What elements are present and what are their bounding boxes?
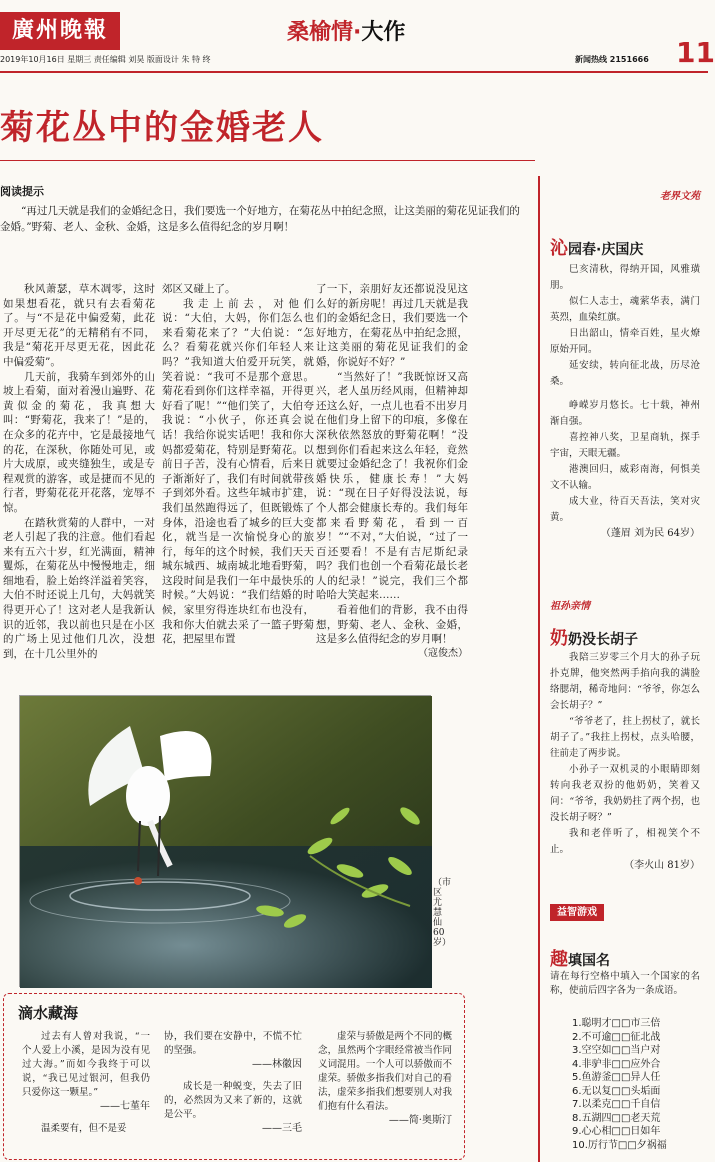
poem-line: 延安续，转向征北战，历尽沧桑。	[550, 360, 700, 387]
paragraph: 我走上前去，对他们说：“大伯，大妈，你们怎么也来看菊花来了？”大伯说：“怎么？看菊花就兴你们年轻人来吗？”我知道大伯爱开玩笑，就笑着说：“我可不是那个意思。菊花看到你们这样幸福，开得更好看了呢！”“他们笑了，大伯夸我说：“小伙子，你还真会说话！我给你说实话吧！我和你大妈都爱菊花，特别是野菊花。以前日子苦，没有心情看，后来日子渐渐好了，我们有时间就带孩子到郊外看。这些年城市扩建，我们虽然跑得远了，但既锻炼了身体，沿途也看了城乡的巨大变化，就当是一次愉悦身心的旅行，每年的这个时候，我们天天城东城西、城南城北地看野菊，这段时间是我们一年中最快乐的时候。”大妈说：“我们结婚的时候，家里穷得连块红布也没有，我和你大伯就去采了一篮子野菊花，把屋里布置	[162, 297, 314, 646]
info-bar	[0, 54, 708, 68]
quote-text: 协，我们要在安静中，不慌不忙的坚强。	[164, 1031, 302, 1056]
article-column-2	[162, 282, 314, 647]
section-title	[287, 15, 405, 46]
quote-text: 成长是一种蜕变，失去了旧的，必然因为又来了新的，这就是公平。	[164, 1081, 302, 1120]
poem-line: 港澳回归，威彩南海，何惧美文不认输。	[550, 464, 700, 491]
quote-text: 温柔要有，但不是妥	[41, 1123, 127, 1134]
poem-title	[550, 234, 700, 260]
poem-title-initial: 沁	[550, 238, 568, 259]
date-text: 2019年10月16日 星期三	[0, 55, 92, 64]
quiz-item: 3.空空如□□当户对	[572, 1045, 661, 1056]
poem-line: 日出韶山，情牵百姓，星火燎原始开同。	[550, 328, 700, 355]
quiz-item: 4.非驴非□□应外合	[572, 1058, 661, 1070]
photo-caption: （市区 尤慧仙 60岁）	[433, 878, 452, 948]
story-author: （李火山 81岁）	[624, 860, 700, 871]
paragraph: 几天前，我骑车到郊外的山坡上看菊，面对着漫山遍野、花黄似金的菊花，我真想大叫：“野菊花，我来了！”是的，在众多的花卉中，它是最接地气的花，在深秋，你随处可见，或片大成原，或夹缝独生，或是专程观赏的游客，或是捷而不见的行者，野菊花花开花落，宠辱不惊。	[3, 370, 155, 514]
quiz-title-initial: 趣	[550, 949, 568, 970]
story-title-initial: 奶	[550, 628, 568, 649]
story-line: 我陪三岁零三个月大的孙子玩扑克牌，他突然两手掐向我的满脸络腮胡，稀奇地问：“爷爷，你怎么会长胡子？”	[550, 652, 700, 711]
quiz-item: 9.心心相□□日如年	[572, 1126, 661, 1137]
quote-author: ——林徽因	[252, 1059, 302, 1070]
quote-author: ——简·奥斯汀	[388, 1115, 452, 1126]
poem-author: （蓬眉 刘为民 64岁）	[600, 528, 700, 539]
quiz-title	[550, 945, 700, 971]
header-rule	[0, 71, 708, 73]
quiz-item: 8.五湖四□□老天荒	[572, 1112, 661, 1124]
quote-author: ——七堇年	[100, 1101, 150, 1112]
article-author: （寇俊杰）	[418, 647, 468, 659]
egret-illustration	[20, 696, 432, 988]
section-name: 大作	[361, 20, 406, 45]
quiz-item: 10.厉行节□□夕祸福	[572, 1139, 667, 1151]
poem-line: 峥嵘岁月悠长。七十载，神州渐自强。	[550, 400, 700, 427]
poem-badge: 老界文苑	[660, 191, 700, 202]
quiz-item: 5.鱼游釜□□异人任	[572, 1072, 661, 1083]
lead-text: “再过几天就是我们的金婚纪念日，我们要选一个好地方，在菊花丛中拍纪念照，让这美丽的菊花见证我们的金婚。”野菊、老人、金秋、金婚，这是多么值得纪念的岁月啊！	[0, 205, 520, 233]
newspaper-logo: 廣州晚報	[0, 12, 120, 50]
paragraph: 了一下，亲朋好友还都说没见这么好的新房呢！再过几天就是我们的金婚纪念日，我们要选一个好地方，在菊花丛中拍纪念照，让这美丽的菊花见证我们的金婚，你说好不好？”	[316, 283, 468, 368]
article-column-3	[316, 282, 468, 661]
quiz-intro: 请在每行空格中填入一个国家的名称，使前后四字各为一条成语。	[550, 971, 700, 996]
poem-title-rest: 园春·庆国庆	[568, 242, 644, 258]
egret-photo	[19, 695, 431, 987]
quote-text: 虚荣与骄傲是两个不同的概念，虽然两个字眼经常被当作同义词混用。一个人可以骄傲而不虚荣。骄傲多指我们对自己的看法，虚荣多指我们想要别人对我们抱有什么看法。	[318, 1031, 452, 1112]
quiz-item: 2.不可逾□□征北战	[572, 1031, 661, 1043]
paragraph: 郊区又碰上了。	[162, 283, 236, 295]
quotes-title: 滴水藏海	[18, 1004, 79, 1022]
poem-line: 成大业，待百天吾法，笑对灾黄。	[550, 496, 700, 523]
story-line: 我和老伴听了，相视笑个不止。	[550, 828, 700, 855]
poem-body	[550, 262, 700, 542]
story-line: “爷爷老了，拄上拐杖了，就长胡子了。”我拄上拐杖，点头哈腰，往前走了两步说。	[550, 716, 700, 759]
quote-column-3	[318, 1030, 452, 1128]
date-line	[0, 54, 211, 65]
page-number: 11	[676, 36, 715, 69]
story-badge: 祖孙亲情	[550, 601, 590, 612]
hotline-label: 新闻热线	[575, 55, 607, 64]
quiz-badge-wrap	[550, 900, 700, 919]
story-body	[550, 650, 700, 874]
story-title-rest: 奶没长胡子	[568, 632, 638, 648]
quiz-item: 1.聪明才□□市三倍	[572, 1018, 661, 1029]
poem-line: 喜控神八奖，卫星商轨，探手宇宙，天眼无疆。	[550, 432, 700, 459]
story-line: 小孙子一双机灵的小眼睛即刻转向我老双扮的他奶奶，笑着又问：“爷爷，我奶奶拄了两个拐，也没长胡子呀？”	[550, 764, 700, 823]
quiz-title-rest: 填国名	[568, 953, 610, 969]
paragraph: “当然好了！”我既惊讶又高兴，老人虽历经风雨，但精神却还这么好，一点儿也看不出岁月在他们身上留下的印痕，多像在深秋依然怒放的野菊花啊！“没想到你们看起来这么年轻，竟然就要过金婚纪念了！我祝你们金婚快乐，健康长寿！”大妈说：“现在日子好得没法说，每个人都会健康长寿的。我们每年都来看野菊花，看到一百岁！”“不对，”大伯说，“过了一百还要看！不是有吉尼斯纪录吗？我们也创一个看菊花最长老人的纪录！”说完，我们三个都哈哈大笑起来……	[316, 370, 468, 602]
poem-line: 似仁人志士，魂萦华表，满门英烈，血染红旗。	[550, 296, 700, 323]
paragraph: 在踏秋赏菊的人群中，一对老人引起了我的注意。他们看起来有五六十岁，红光满面，精神矍烁，在菊花丛中慢慢地走，细细地看，脸上始终洋溢着笑容，大伯不时还说上几句，大妈就笑得更开心了！这对老人是我新认识的近邻，我以前也只是在小区的广场上见过他们几次，没想到，在十几公里外的	[3, 516, 155, 660]
article-headline: 菊花丛中的金婚老人	[0, 108, 324, 148]
quiz-item: 6.无以复□□头垢面	[572, 1085, 661, 1097]
quiz-list	[572, 1017, 702, 1152]
story-title	[550, 624, 700, 650]
masthead	[0, 0, 715, 69]
quote-column-1	[22, 1030, 150, 1136]
hotline	[575, 54, 649, 65]
quote-column-2	[164, 1030, 302, 1136]
editors-text: 责任编辑 刘昊 版面设计 朱 特 终	[93, 55, 211, 64]
story-badge-wrap	[550, 594, 700, 613]
poem-line: 巳亥清秋，得纳开国，风雅璜朋。	[550, 264, 700, 291]
headline-rule	[0, 160, 535, 161]
paragraph: 看着他们的背影，我不由得想，野菊、老人、金秋、金婚，这是多么值得纪念的岁月啊！	[316, 604, 468, 646]
lead-title: 阅读提示	[0, 185, 44, 198]
paragraph: 秋风萧瑟，草木凋零，这时如果想看花，就只有去看菊花了。与“不是花中偏爱菊，此花开尽更无花”的无精稍有不同，我是“菊花开尽更无花，因此花中偏爱菊”。	[3, 283, 155, 368]
quote-text: 过去有人曾对我说，“一个人爱上小溪，是因为没有见过大海。”而如今我终于可以说，“我已见过银河，但我仍只爱你这一颗星。”	[22, 1031, 150, 1098]
section-prefix: 桑榆情·	[287, 20, 362, 45]
quiz-item: 7.以柔克□□千自信	[572, 1099, 661, 1110]
quiz-badge: 益智游戏	[550, 904, 604, 921]
poem-badge-wrap	[550, 184, 700, 203]
quote-author: ——三毛	[262, 1123, 302, 1134]
article-column-1	[3, 282, 155, 661]
hotline-number: 2151666	[609, 55, 649, 64]
